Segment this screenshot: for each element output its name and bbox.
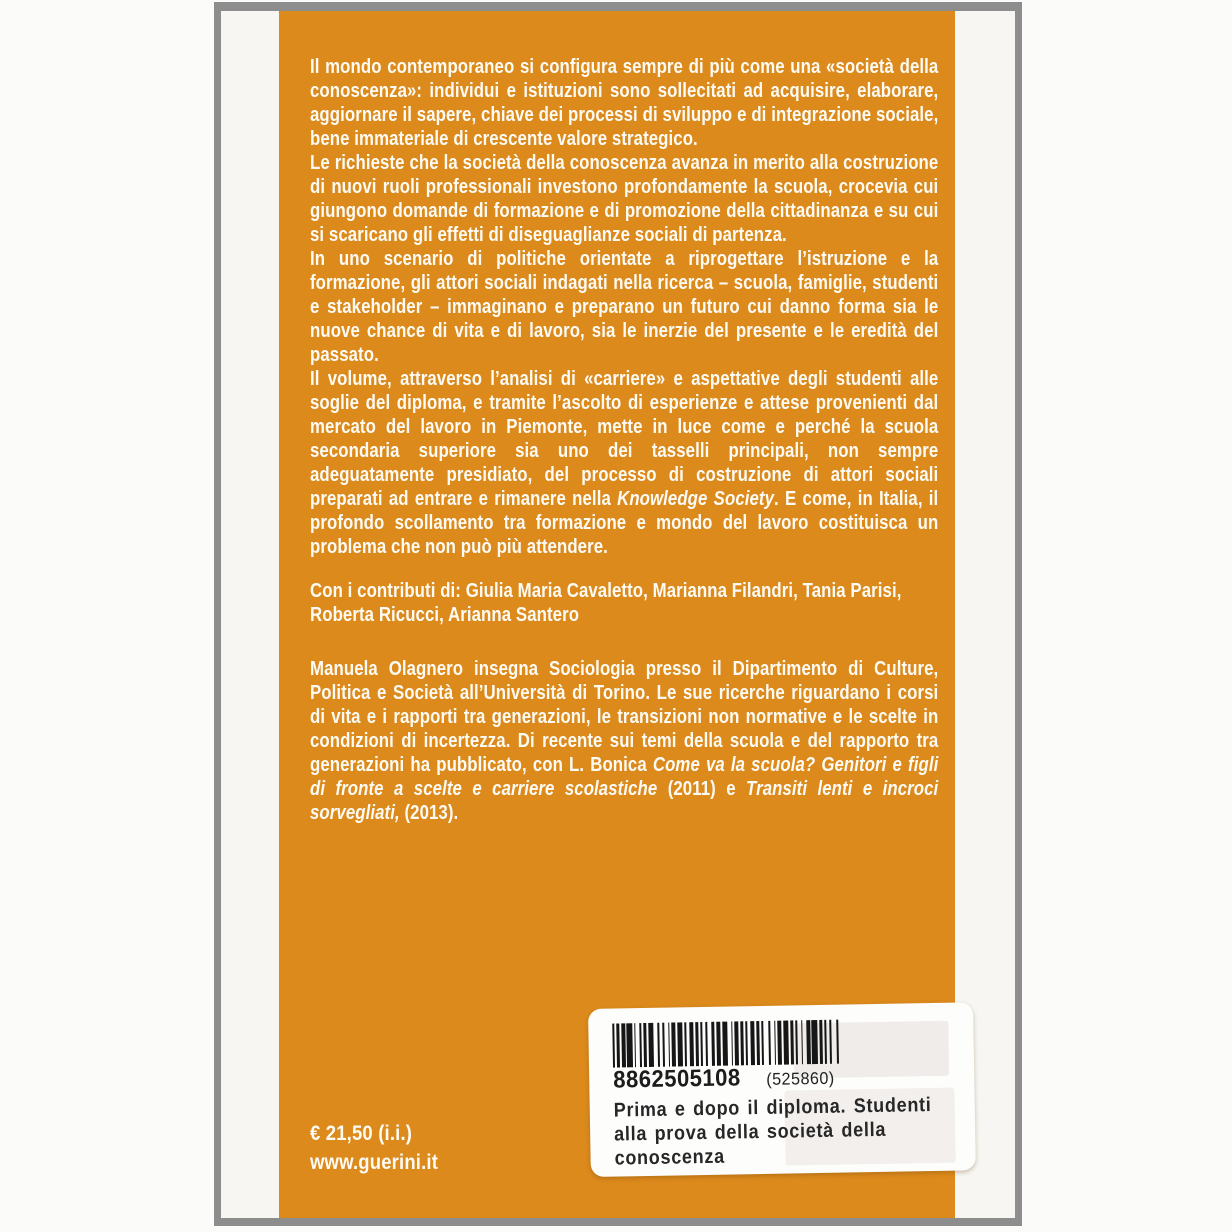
sticker-title-line-2: alla prova della società della <box>614 1118 887 1146</box>
author-bio <box>310 657 938 825</box>
blurb-paragraph-3: In uno scenario di politiche orientate a riprogettare l’istruzione e la formazione, gli attori sociali indagati nella ricerca – scuola, famiglie, studenti e stakeholder – immaginano e preparano un futuro cui danno forma sia le nuove chance di vita e di lavoro, sia le inerzie del presente e le eredità del passato. <box>310 248 939 366</box>
blurb-paragraph-4 <box>310 367 938 559</box>
barcode-number: 8862505108 <box>613 1064 741 1094</box>
contributors-line: Con i contributi di: Giulia Maria Cavaletto, Marianna Filandri, Tania Parisi, Roberta Ricucci, Arianna Santero <box>310 580 902 626</box>
author-bio-text: Manuela Olagnero insegna Sociologia presso il Dipartimento di Culture, Politica e Società all’Università di Torino. Le sue ricerche riguardano i corsi di vita e i rapporti tra generazioni, le transizioni non normative e le scelte in condizioni di incertezza. Di recente sui temi della scuola e del rapporto tra generazioni ha pubblicato, con L. Bonica <box>310 658 939 776</box>
sticker-title-line-1: Prima e dopo il diploma. Studenti <box>613 1094 932 1122</box>
blurb-paragraph-2: Le richieste che la società della conoscenza avanza in merito alla costruzione di nuovi ruoli professionali investono profondamente la scuola, crocevia cui giungono domande di formazione e di promozione della cittadinanza e su cui si scaricano gli effetti di diseguaglianze sociali di partenza. <box>310 152 939 246</box>
blurb-paragraph-4-text: Il volume, attraverso l’analisi di «carriere» e aspettative degli studenti alle soglie del diploma, e tramite l’ascolto di esperienze e attese provenienti dal mercato del lavoro in Piemonte, mette in luce come e perché la scuola secondaria superiore sia uno dei tasselli principali, non sempre adeguatamente presidiato, del processo di costruzione di attori sociali preparati ad entrare e rimanere nella <box>310 368 939 510</box>
publisher-website: www.guerini.it <box>310 1151 439 1174</box>
blurb-paragraph-1: Il mondo contemporaneo si configura sempre di più come una «società della conoscenza»: individui e istituzioni sono sollecitati ad acquisire, elaborare, aggiornare il sapere, chiave dei processi di sviluppo e di integrazione sociale, bene immateriale di crescente valore strategico. <box>310 56 939 150</box>
barcode-sticker <box>588 1002 976 1177</box>
italic-cited-title-2: Transiti lenti e incroci sorvegliati, <box>310 778 939 824</box>
italic-book-series-title: Knowledge Society <box>617 488 775 510</box>
sticker-title-line-3: conoscenza <box>614 1145 726 1170</box>
blurb-paragraph-4-end: . E come, in Italia, il profondo scollamento tra formazione e mondo del lavoro costituisca un problema che non può più attendere. <box>310 488 939 558</box>
sticker-book-title <box>614 1093 933 1171</box>
price-label: € 21,50 (i.i.) <box>310 1122 413 1145</box>
italic-cited-title-1: Come va la scuola? Genitori e figli di fronte a scelte e carriere scolastiche <box>310 754 939 800</box>
sticker-internal-code: (525860) <box>766 1068 835 1089</box>
price-block <box>310 1119 438 1177</box>
author-bio-text-2: (2011) e <box>657 778 747 800</box>
author-bio-text-3: (2013). <box>399 802 459 824</box>
barcode-icon <box>612 1020 839 1068</box>
cover-text-block <box>310 55 938 825</box>
